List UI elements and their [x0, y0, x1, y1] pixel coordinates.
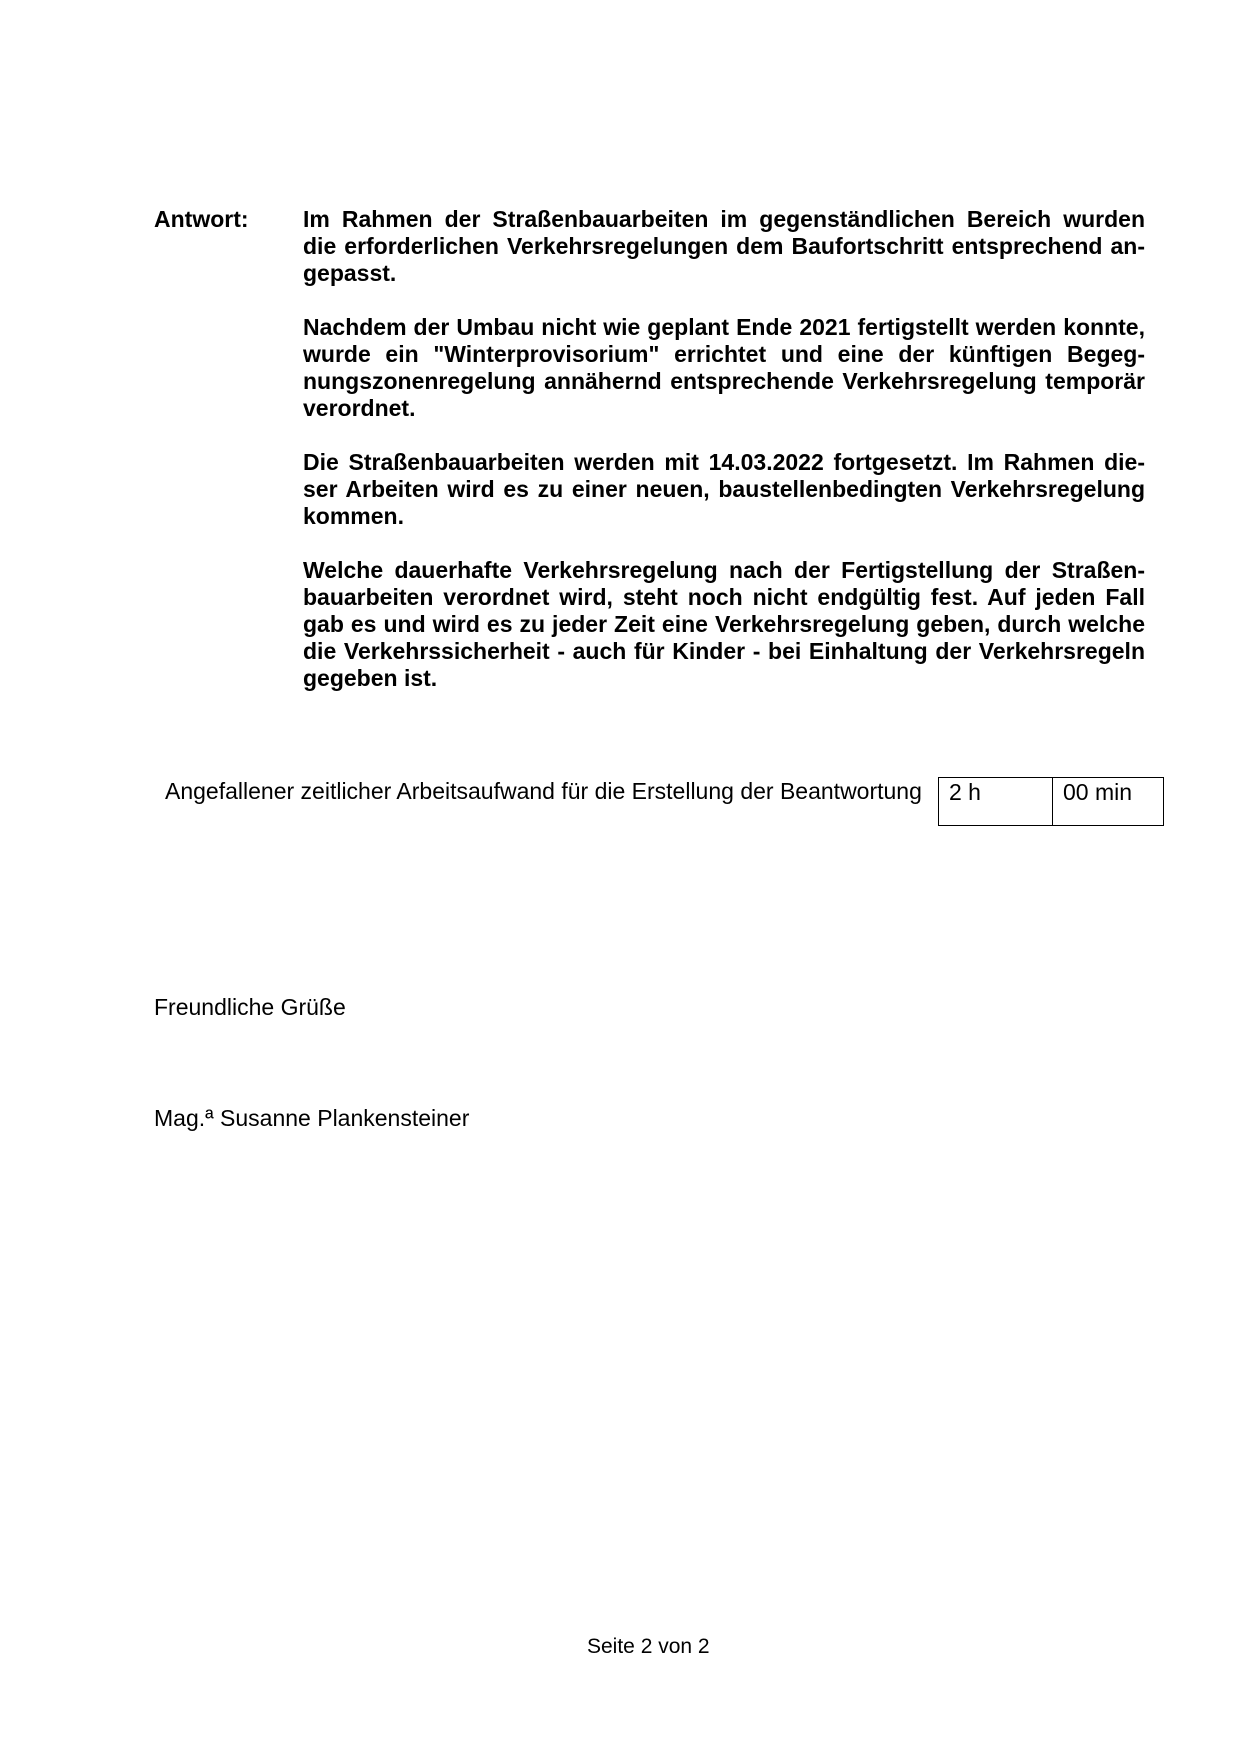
answer-line: nungszonenregelung annähernd entsprechende Verkehrsregelung temporär — [303, 368, 1145, 394]
answer-line: wurde ein "Winterprovisorium" errichtet und eine der künftigen Begeg- — [303, 341, 1145, 367]
answer-paragraph-4 — [303, 557, 1145, 692]
answer-line: die erforderlichen Verkehrsregelungen dem Baufortschritt entsprechend an- — [303, 233, 1145, 259]
page-number: Seite 2 von 2 — [587, 1635, 710, 1658]
answer-line: die Verkehrssicherheit - auch für Kinder - bei Einhaltung der Verkehrsregeln — [303, 638, 1145, 664]
answer-line: gegeben ist. — [303, 665, 438, 691]
answer-paragraph-2 — [303, 314, 1145, 422]
answer-label: Antwort: — [154, 206, 249, 232]
answer-line: Im Rahmen der Straßenbauarbeiten im gegenständlichen Bereich wurden — [303, 206, 1145, 232]
answer-text — [303, 206, 1145, 692]
closing-greeting: Freundliche Grüße — [154, 994, 346, 1020]
answer-line: ser Arbeiten wird es zu einer neuen, baustellenbedingten Verkehrsregelung — [303, 476, 1145, 502]
answer-paragraph-1 — [303, 206, 1145, 287]
signature-name: Mag.ª Susanne Plankensteiner — [154, 1105, 470, 1131]
effort-hours-cell: 2 h — [939, 778, 1053, 825]
answer-line: Welche dauerhafte Verkehrsregelung nach der Fertigstellung der Straßen- — [303, 557, 1145, 583]
answer-line: Die Straßenbauarbeiten werden mit 14.03.2022 fortgesetzt. Im Rahmen die- — [303, 449, 1145, 475]
answer-paragraph-3 — [303, 449, 1145, 530]
answer-line: Nachdem der Umbau nicht wie geplant Ende 2021 fertigstellt werden konnte, — [303, 314, 1145, 340]
answer-line: gab es und wird es zu jeder Zeit eine Verkehrsregelung geben, durch welche — [303, 611, 1145, 637]
effort-minutes-cell: 00 min — [1063, 779, 1133, 805]
effort-label: Angefallener zeitlicher Arbeitsaufwand für die Erstellung der Beantwortung — [165, 778, 922, 804]
effort-table — [938, 777, 1164, 826]
answer-line: bauarbeiten verordnet wird, steht noch nicht endgültig fest. Auf jeden Fall — [303, 584, 1145, 610]
answer-line: verordnet. — [303, 395, 416, 421]
answer-line: kommen. — [303, 503, 404, 529]
answer-line: gepasst. — [303, 260, 397, 286]
